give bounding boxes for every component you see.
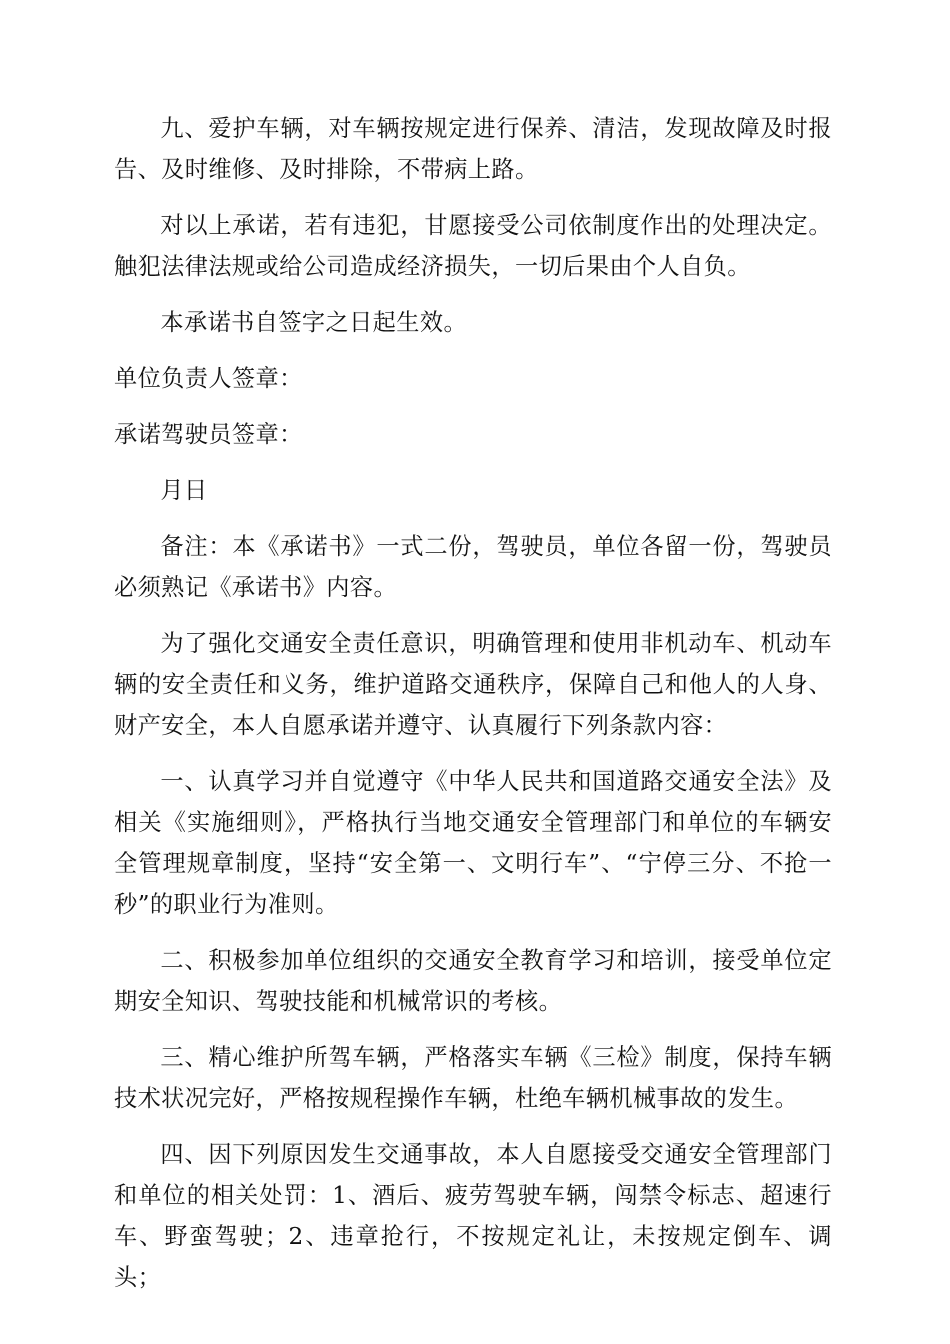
signature-driver: 承诺驾驶员签章： [114, 421, 303, 448]
paragraph-effective-date: 本承诺书自签字之日起生效。 [160, 309, 468, 336]
paragraph-commitment-violation: 对以上承诺，若有违犯，甘愿接受公司依制度作出的处理决定。触犯法律法规或给公司造成经济损失，一切后果由个人自负。 [114, 212, 832, 280]
paragraph-item-one: 一、认真学习并自觉遵守《中华人民共和国道路交通安全法》及相关《实施细则》，严格执行当地交通安全管理部门和单位的车辆安全管理规章制度，坚持“安全第一、文明行车”、“宁停三分、不抢一秒”的职业行为准则。 [114, 768, 832, 918]
paragraph-item-three: 三、精心维护所驾车辆，严格落实车辆《三检》制度，保持车辆技术状况完好，严格按规程操作车辆，杜绝车辆机械事故的发生。 [114, 1044, 832, 1112]
signature-unit-leader: 单位负责人签章： [114, 365, 303, 392]
paragraph-item-two: 二、积极参加单位组织的交通安全教育学习和培训，接受单位定期安全知识、驾驶技能和机械常识的考核。 [114, 947, 832, 1015]
paragraph-introduction: 为了强化交通安全责任意识，明确管理和使用非机动车、机动车辆的安全责任和义务，维护道路交通秩序，保障自己和他人的人身、财产安全，本人自愿承诺并遵守、认真履行下列条款内容： [114, 630, 832, 739]
paragraph-item-nine: 九、爱护车辆，对车辆按规定进行保养、清洁，发现故障及时报告、及时维修、及时排除，不带病上路。 [114, 115, 832, 183]
date-line: 月日 [160, 477, 208, 504]
paragraph-item-four: 四、因下列原因发生交通事故，本人自愿接受交通安全管理部门和单位的相关处罚：1、酒后、疲劳驾驶车辆，闯禁令标志、超速行车、野蛮驾驶；2、违章抢行，不按规定礼让，未按规定倒车、调头； [114, 1141, 832, 1291]
document-body [114, 108, 832, 1313]
paragraph-remark: 备注：本《承诺书》一式二份，驾驶员，单位各留一份，驾驶员必须熟记《承诺书》内容。 [114, 533, 832, 601]
